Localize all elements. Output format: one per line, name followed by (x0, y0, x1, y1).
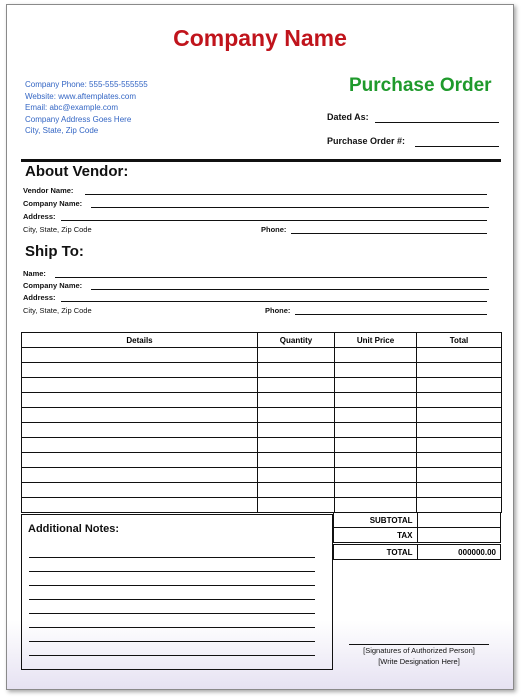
ship-name-label: Name: (23, 269, 46, 278)
notes-line[interactable] (29, 641, 315, 642)
table-row (22, 363, 502, 378)
ship-company-label: Company Name: (23, 281, 83, 290)
details-cell[interactable] (22, 468, 258, 483)
purchase-order-page (6, 4, 514, 690)
company-contact-block (25, 79, 148, 137)
unit-price-cell[interactable] (335, 453, 417, 468)
total-value[interactable]: 000000.00 (417, 544, 501, 560)
table-row (22, 483, 502, 498)
total-cell[interactable] (417, 498, 502, 513)
vendor-address-field[interactable] (61, 220, 487, 221)
designation-caption: [Write Designation Here] (378, 657, 460, 666)
tax-row (334, 528, 501, 544)
unit-price-cell[interactable] (335, 363, 417, 378)
total-cell[interactable] (417, 453, 502, 468)
total-cell[interactable] (417, 468, 502, 483)
table-row (22, 498, 502, 513)
unit-price-cell[interactable] (335, 483, 417, 498)
additional-notes-heading: Additional Notes: (28, 523, 120, 535)
notes-line[interactable] (29, 585, 315, 586)
details-cell[interactable] (22, 378, 258, 393)
quantity-cell[interactable] (258, 498, 335, 513)
total-cell[interactable] (417, 438, 502, 453)
company-name: Company Name (173, 25, 347, 51)
unit-price-cell[interactable] (335, 408, 417, 423)
table-row (22, 453, 502, 468)
ship-address-field[interactable] (61, 301, 487, 302)
details-cell[interactable] (22, 453, 258, 468)
column-header-total: Total (417, 333, 502, 348)
notes-line[interactable] (29, 599, 315, 600)
totals-table (333, 512, 501, 560)
unit-price-cell[interactable] (335, 378, 417, 393)
details-cell[interactable] (22, 408, 258, 423)
unit-price-cell[interactable] (335, 468, 417, 483)
details-cell[interactable] (22, 423, 258, 438)
company-phone: Company Phone: 555-555-555555 (25, 80, 148, 89)
quantity-cell[interactable] (258, 363, 335, 378)
unit-price-cell[interactable] (335, 438, 417, 453)
ship-to-heading: Ship To: (25, 243, 84, 260)
table-row (22, 348, 502, 363)
unit-price-cell[interactable] (335, 498, 417, 513)
quantity-cell[interactable] (258, 483, 335, 498)
vendor-name-field[interactable] (85, 194, 487, 195)
header-divider (21, 159, 501, 162)
total-cell[interactable] (417, 378, 502, 393)
total-row (334, 544, 501, 560)
signature-line[interactable] (349, 644, 489, 645)
quantity-cell[interactable] (258, 393, 335, 408)
ship-address-label: Address: (23, 293, 56, 302)
notes-line[interactable] (29, 627, 315, 628)
column-header-quantity: Quantity (258, 333, 335, 348)
company-email: Email: abc@example.com (25, 103, 119, 112)
details-cell[interactable] (22, 438, 258, 453)
vendor-company-field[interactable] (91, 207, 489, 208)
dated-as-field[interactable] (375, 122, 499, 123)
total-label: TOTAL (334, 544, 418, 560)
quantity-cell[interactable] (258, 378, 335, 393)
ship-phone-label: Phone: (265, 306, 291, 315)
company-address: Company Address Goes Here (25, 114, 132, 124)
column-header-details: Details (22, 333, 258, 348)
total-cell[interactable] (417, 423, 502, 438)
quantity-cell[interactable] (258, 408, 335, 423)
ship-city-label: City, State, Zip Code (23, 306, 92, 315)
notes-line[interactable] (29, 571, 315, 572)
quantity-cell[interactable] (258, 468, 335, 483)
unit-price-cell[interactable] (335, 393, 417, 408)
additional-notes-box (21, 514, 333, 670)
dated-as-label: Dated As: (327, 112, 369, 122)
po-number-field[interactable] (415, 146, 499, 147)
vendor-phone-field[interactable] (291, 233, 487, 234)
total-cell[interactable] (417, 483, 502, 498)
details-cell[interactable] (22, 483, 258, 498)
vendor-heading: About Vendor: (25, 163, 129, 180)
ship-name-field[interactable] (55, 277, 487, 278)
tax-label: TAX (334, 528, 418, 544)
subtotal-value[interactable] (417, 513, 501, 528)
po-number-label: Purchase Order #: (327, 136, 406, 146)
items-table (21, 332, 502, 513)
quantity-cell[interactable] (258, 453, 335, 468)
notes-line[interactable] (29, 557, 315, 558)
details-cell[interactable] (22, 363, 258, 378)
items-table-header (22, 333, 502, 348)
subtotal-label: SUBTOTAL (334, 513, 418, 528)
total-cell[interactable] (417, 363, 502, 378)
vendor-address-label: Address: (23, 212, 56, 221)
ship-company-field[interactable] (91, 289, 489, 290)
table-row (22, 468, 502, 483)
quantity-cell[interactable] (258, 423, 335, 438)
details-cell[interactable] (22, 498, 258, 513)
quantity-cell[interactable] (258, 348, 335, 363)
table-row (22, 393, 502, 408)
table-row (22, 378, 502, 393)
notes-line[interactable] (29, 613, 315, 614)
vendor-name-label: Vendor Name: (23, 186, 74, 195)
notes-line[interactable] (29, 655, 315, 656)
total-cell[interactable] (417, 408, 502, 423)
table-row (22, 438, 502, 453)
table-row (22, 408, 502, 423)
quantity-cell[interactable] (258, 438, 335, 453)
subtotal-row (334, 513, 501, 528)
vendor-phone-label: Phone: (261, 225, 287, 234)
details-cell[interactable] (22, 348, 258, 363)
details-cell[interactable] (22, 393, 258, 408)
unit-price-cell[interactable] (335, 348, 417, 363)
table-row (22, 423, 502, 438)
company-website: Website: www.aftemplates.com (25, 91, 137, 101)
vendor-company-label: Company Name: (23, 199, 83, 208)
total-cell[interactable] (417, 393, 502, 408)
column-header-unit-price: Unit Price (335, 333, 417, 348)
company-city: City, State, Zip Code (25, 126, 99, 135)
document-title: Purchase Order (349, 75, 492, 96)
total-cell[interactable] (417, 348, 502, 363)
vendor-city-label: City, State, Zip Code (23, 225, 92, 234)
signature-caption: [Signatures of Authorized Person] (363, 646, 475, 655)
tax-value[interactable] (417, 528, 501, 544)
unit-price-cell[interactable] (335, 423, 417, 438)
ship-phone-field[interactable] (295, 314, 487, 315)
